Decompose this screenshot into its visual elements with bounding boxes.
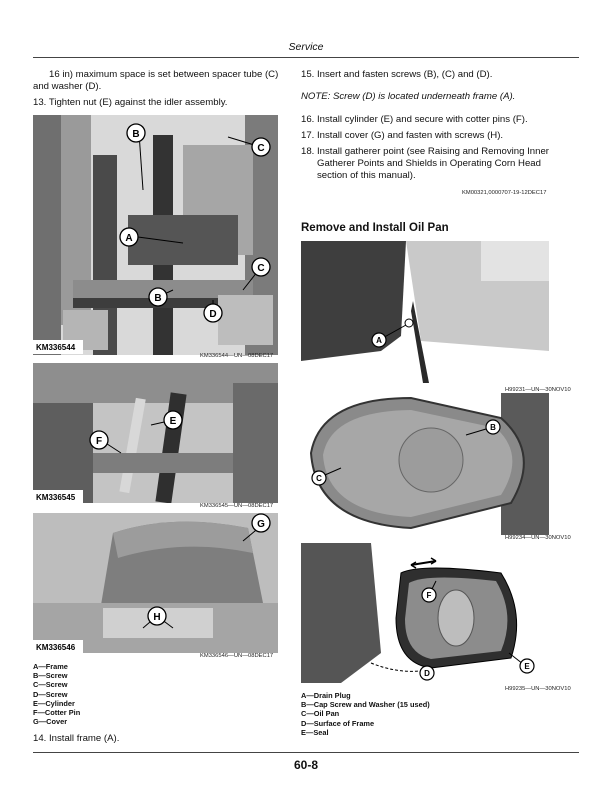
svg-text:D: D	[424, 669, 430, 678]
figure-ref-h99235: H99235—UN—30NOV10	[505, 686, 571, 692]
figure-ref-km336544: KM336544—UN—08DEC17	[200, 353, 274, 359]
figure-km336546	[33, 513, 278, 653]
figure-km336545-illustration	[33, 363, 278, 503]
legend-item: C—Screw	[33, 680, 68, 690]
figure-ref-km336545: KM336545—UN—08DEC17	[200, 503, 274, 509]
svg-text:E: E	[524, 662, 530, 671]
legend-item: D—Surface of Frame	[301, 718, 375, 728]
svg-text:G: G	[257, 519, 265, 530]
svg-text:C: C	[316, 474, 322, 483]
callout-a	[120, 228, 138, 246]
section-title: Remove and Install Oil Pan	[301, 222, 449, 234]
callout-d	[420, 666, 434, 680]
legend-item: C—Oil Pan	[301, 709, 340, 719]
callout-c-bottom	[252, 258, 270, 276]
running-header: Service	[288, 41, 324, 53]
step-12-continued: 16 in) maximum space is set between spacer tube (C) and washer (D).	[33, 69, 279, 92]
figure-ref-km336546: KM336546—UN—08DEC17	[200, 653, 274, 659]
legend-item: A—Frame	[33, 662, 68, 671]
step-15: 15. Insert and fasten screws (B), (C) and (D).	[301, 69, 493, 80]
legend-item: G—Cover	[33, 717, 68, 727]
legend-item: E—Cylinder	[33, 698, 75, 708]
legend-item: A—Drain Plug	[301, 691, 351, 700]
callout-b-bottom	[149, 288, 167, 306]
footer-rule	[33, 752, 579, 753]
figure-h99231	[301, 241, 549, 383]
callout-c	[312, 471, 326, 485]
svg-text:E: E	[169, 416, 177, 427]
legend-item: D—Screw	[33, 689, 68, 699]
page-number: 60-8	[293, 758, 319, 772]
figure-h99234	[301, 393, 549, 535]
svg-text:C: C	[257, 143, 265, 154]
legend-item: B—Cap Screw and Washer (15 used)	[301, 700, 430, 710]
figure-h99235	[301, 543, 549, 683]
legend-right	[301, 691, 501, 737]
callout-e	[520, 659, 534, 673]
svg-text:C: C	[257, 263, 265, 274]
figure-ref-h99231: H99231—UN—30NOV10	[505, 387, 571, 393]
step-16: 16. Install cylinder (E) and secure with cotter pins (F).	[301, 114, 528, 125]
svg-text:B: B	[490, 423, 496, 432]
figure-id: KM336545	[36, 493, 76, 502]
note-screw-d: NOTE: Screw (D) is located underneath frame (A).	[301, 91, 516, 102]
figure-ref-h99234: H99234—UN—30NOV10	[505, 535, 571, 541]
svg-text:H: H	[153, 612, 161, 623]
svg-text:F: F	[95, 436, 103, 447]
svg-text:B: B	[132, 129, 140, 140]
figure-id: KM336544	[36, 343, 76, 352]
callout-e	[164, 411, 182, 429]
figure-h99235-illustration	[301, 543, 549, 683]
legend-item: B—Screw	[33, 671, 68, 681]
legend-item: F—Cotter Pin	[33, 708, 81, 718]
svg-text:B: B	[154, 293, 162, 304]
callout-b-top	[127, 124, 145, 142]
svg-text:F: F	[426, 591, 432, 600]
callout-d	[204, 304, 222, 322]
step-14: 14. Install frame (A).	[33, 733, 120, 744]
header-rule	[33, 57, 579, 58]
svg-text:D: D	[209, 309, 217, 320]
callout-c-top	[252, 138, 270, 156]
svg-text:A: A	[376, 336, 382, 345]
callout-f	[422, 588, 436, 602]
figure-h99231-illustration	[301, 241, 549, 383]
step-17: 17. Install cover (G) and fasten with screws (H).	[301, 130, 504, 141]
legend-item: E—Seal	[301, 727, 329, 737]
legend-left	[33, 662, 183, 726]
callout-a	[372, 333, 386, 347]
figure-h99234-illustration	[301, 393, 549, 535]
step-18: 18. Install gatherer point (see Raising and Removing Inner Gatherer Points and Shields in Operating Corn Head section of this manual).	[301, 146, 549, 181]
figure-km336546-illustration	[33, 513, 278, 653]
figure-km336544	[33, 115, 278, 355]
callout-f	[90, 431, 108, 449]
document-reference: KM00321,0000707-19-12DEC17	[462, 190, 547, 196]
figure-km336545	[33, 363, 278, 503]
step-13: 13. Tighten nut (E) against the idler assembly.	[33, 97, 228, 108]
figure-km336544-illustration	[33, 115, 278, 355]
svg-text:A: A	[125, 233, 133, 244]
figure-id: KM336546	[36, 643, 76, 652]
callout-b	[486, 420, 500, 434]
callout-g	[252, 514, 270, 532]
callout-h	[148, 607, 166, 625]
